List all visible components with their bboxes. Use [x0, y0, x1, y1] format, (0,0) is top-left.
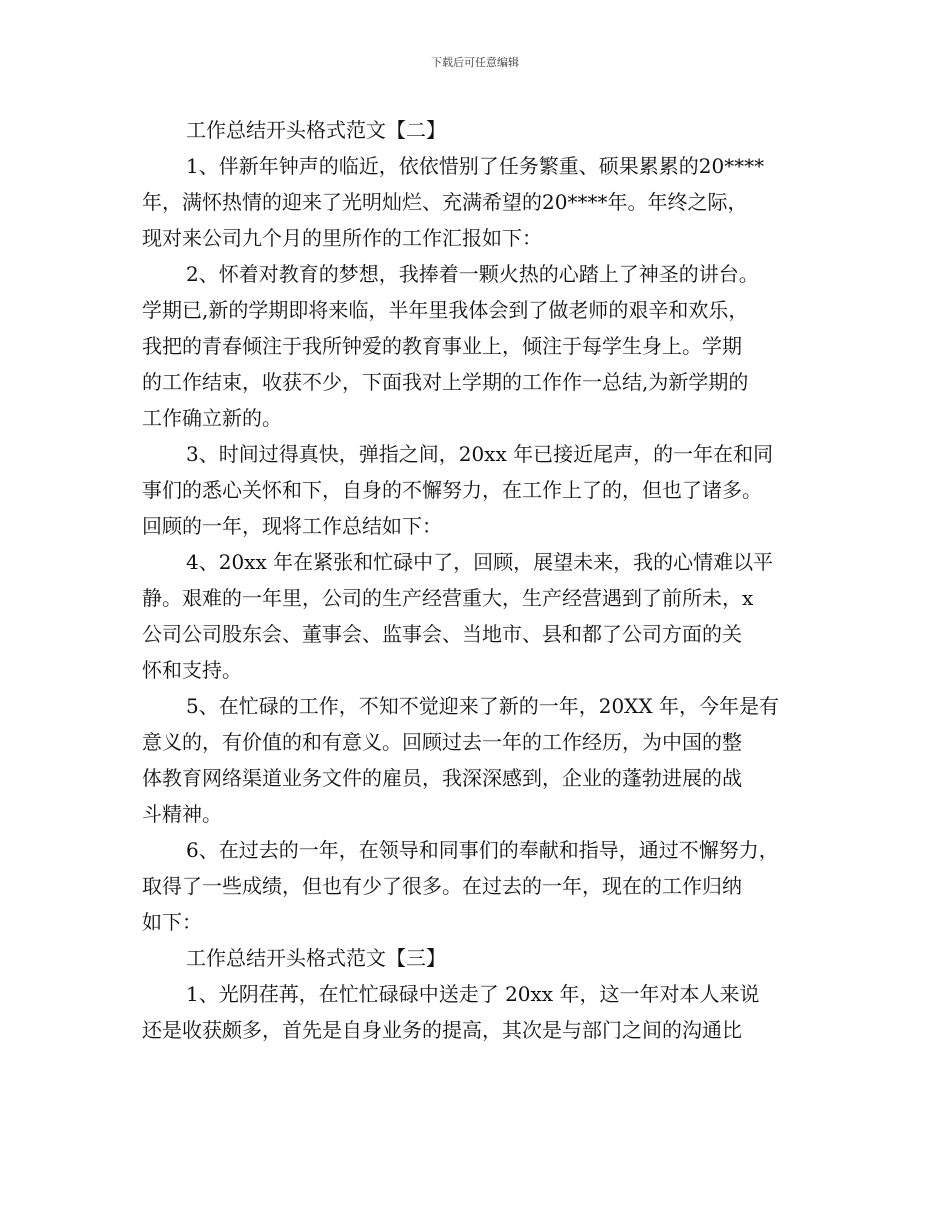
text-line: 工作总结开头格式范文【三】: [186, 946, 446, 970]
document-body: [142, 112, 818, 1048]
text-line: 取得了一些成绩，但也有少了很多。在过去的一年，现在的工作归纳: [142, 874, 742, 898]
text-line: 意义的，有价值的和有意义。回顾过去一年的工作经历，为中国的整: [142, 730, 742, 754]
text-line: 3、时间过得真快，弹指之间，20xx 年已接近尾声，的一年在和同: [186, 442, 774, 466]
text-line: 4、20xx 年在紧张和忙碌中了，回顾，展望未来，我的心情难以平: [186, 550, 774, 574]
text-line: 如下：: [142, 910, 202, 934]
text-line: 5、在忙碌的工作，不知不觉迎来了新的一年，20XX 年，今年是有: [186, 694, 780, 718]
text-line: 学期已,新的学期即将来临，半年里我体会到了做老师的艰辛和欢乐，: [142, 298, 749, 322]
text-line: 怀和支持。: [142, 658, 242, 682]
text-line: 1、光阴荏苒，在忙忙碌碌中送走了 20xx 年，这一年对本人来说: [186, 982, 760, 1006]
text-line: 工作确立新的。: [142, 406, 282, 430]
text-line: 静。艰难的一年里，公司的生产经营重大，生产经营遇到了前所未，x: [142, 586, 754, 610]
text-line: 公司公司股东会、董事会、监事会、当地市、县和都了公司方面的关: [142, 622, 742, 646]
text-line: 还是收获颇多，首先是自身业务的提高，其次是与部门之间的沟通比: [142, 1018, 742, 1042]
text-line: 2、怀着对教育的梦想，我捧着一颗火热的心踏上了神圣的讲台。: [186, 262, 759, 286]
text-line: 回顾的一年，现将工作总结如下：: [142, 514, 442, 538]
text-line: 工作总结开头格式范文【二】: [186, 118, 446, 142]
text-line: 体教育网络渠道业务文件的雇员，我深深感到，企业的蓬勃进展的战: [142, 766, 742, 790]
text-line: 1、伴新年钟声的临近，依依惜别了任务繁重、硕果累累的20****: [186, 154, 765, 178]
text-line: 事们的悉心关怀和下，自身的不懈努力，在工作上了的，但也了诸多。: [142, 478, 762, 502]
header-note: 下载后可任意编辑: [431, 56, 519, 69]
text-line: 现对来公司九个月的里所作的工作汇报如下：: [142, 226, 542, 250]
text-line: 6、在过去的一年，在领导和同事们的奉献和指导，通过不懈努力，: [186, 838, 779, 862]
text-line: 我把的青春倾注于我所钟爱的教育事业上，倾注于每学生身上。学期: [142, 334, 742, 358]
text-line: 的工作结束，收获不少，下面我对上学期的工作作一总结,为新学期的: [142, 370, 749, 394]
text-line: 年，满怀热情的迎来了光明灿烂、充满希望的20****年。年终之际，: [142, 190, 748, 214]
text-line: 斗精神。: [142, 802, 222, 826]
